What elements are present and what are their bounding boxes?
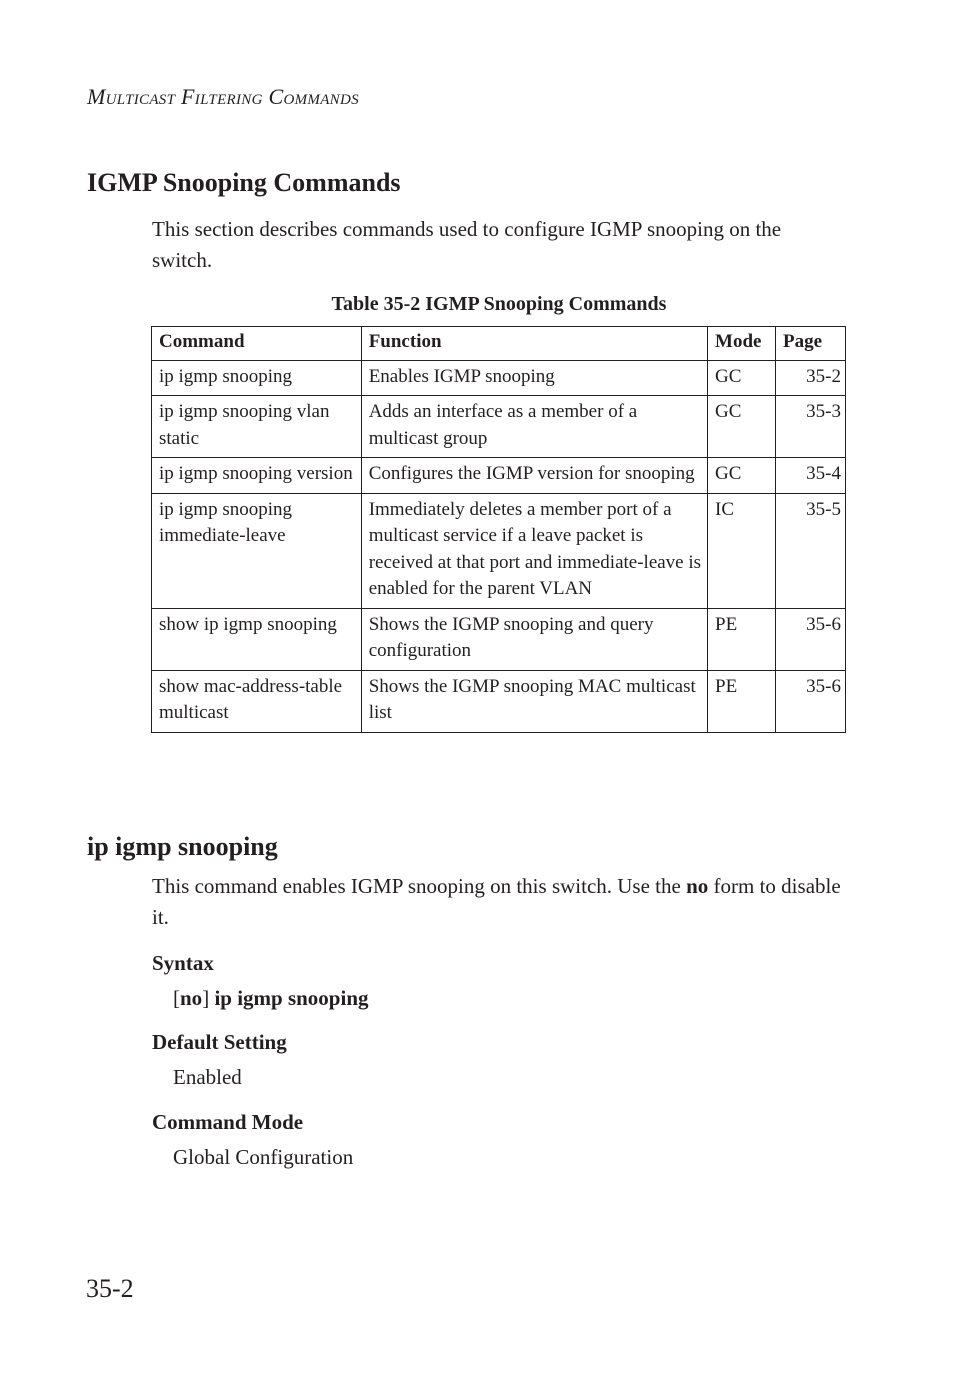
- cell-function: Shows the IGMP snooping MAC multicast list: [361, 670, 707, 732]
- cell-function: Enables IGMP snooping: [361, 360, 707, 396]
- default-setting-value: Enabled: [173, 1065, 242, 1089]
- header-mode: Mode: [708, 327, 776, 361]
- syntax-line: [173, 986, 369, 1011]
- cell-page: 35-6: [776, 608, 846, 670]
- cell-command: show mac-address-table multicast: [152, 670, 362, 732]
- syntax-close-bracket: ]: [202, 986, 215, 1010]
- syntax-heading: Syntax: [152, 951, 214, 975]
- command-mode-heading: Command Mode: [152, 1110, 304, 1134]
- table-row: [152, 458, 846, 494]
- cell-page: 35-3: [776, 396, 846, 458]
- syntax-open-bracket: [: [173, 986, 180, 1010]
- cell-page: 35-4: [776, 458, 846, 494]
- table-row: [152, 670, 846, 732]
- syntax-optional-keyword: no: [180, 986, 203, 1010]
- running-header: Multicast Filtering Commands: [87, 84, 359, 109]
- cell-function: Immediately deletes a member port of a multicast service if a leave packet is received at that port and immediate-leave is enabled for the parent VLAN: [361, 493, 707, 608]
- table-row: [152, 493, 846, 608]
- table-row: [152, 608, 846, 670]
- description-keyword: no: [686, 874, 709, 898]
- table-caption: Table 35-2 IGMP Snooping Commands: [331, 293, 667, 315]
- header-command: Command: [152, 327, 362, 361]
- cell-mode: GC: [708, 396, 776, 458]
- cell-mode: GC: [708, 360, 776, 396]
- cell-mode: PE: [708, 608, 776, 670]
- command-description: [152, 871, 842, 933]
- description-text: This command enables IGMP snooping on this switch. Use the: [152, 874, 687, 898]
- default-setting-heading: Default Setting: [152, 1030, 287, 1054]
- command-title: ip igmp snooping: [87, 832, 278, 861]
- syntax-command: ip igmp snooping: [214, 986, 369, 1010]
- cell-command: ip igmp snooping: [152, 360, 362, 396]
- header-page: Page: [776, 327, 846, 361]
- cell-mode: PE: [708, 670, 776, 732]
- cell-function: Adds an interface as a member of a multicast group: [361, 396, 707, 458]
- cell-command: show ip igmp snooping: [152, 608, 362, 670]
- intro-paragraph: This section describes commands used to configure IGMP snooping on the switch.: [152, 217, 782, 272]
- table-header-row: [152, 327, 846, 361]
- cell-command: ip igmp snooping immediate-leave: [152, 493, 362, 608]
- description-text-end: form to disable it.: [152, 874, 841, 929]
- cell-page: 35-2: [776, 360, 846, 396]
- section-title: IGMP Snooping Commands: [87, 168, 401, 197]
- cell-command: ip igmp snooping version: [152, 458, 362, 494]
- cell-page: 35-5: [776, 493, 846, 608]
- cell-page: 35-6: [776, 670, 846, 732]
- header-function: Function: [361, 327, 707, 361]
- table-row: [152, 360, 846, 396]
- cell-command: ip igmp snooping vlan static: [152, 396, 362, 458]
- page-number: 35-2: [86, 1274, 134, 1303]
- cell-function: Configures the IGMP version for snooping: [361, 458, 707, 494]
- cell-mode: GC: [708, 458, 776, 494]
- commands-table: [151, 326, 846, 733]
- cell-function: Shows the IGMP snooping and query configuration: [361, 608, 707, 670]
- table-row: [152, 396, 846, 458]
- command-mode-value: Global Configuration: [173, 1145, 354, 1169]
- cell-mode: IC: [708, 493, 776, 608]
